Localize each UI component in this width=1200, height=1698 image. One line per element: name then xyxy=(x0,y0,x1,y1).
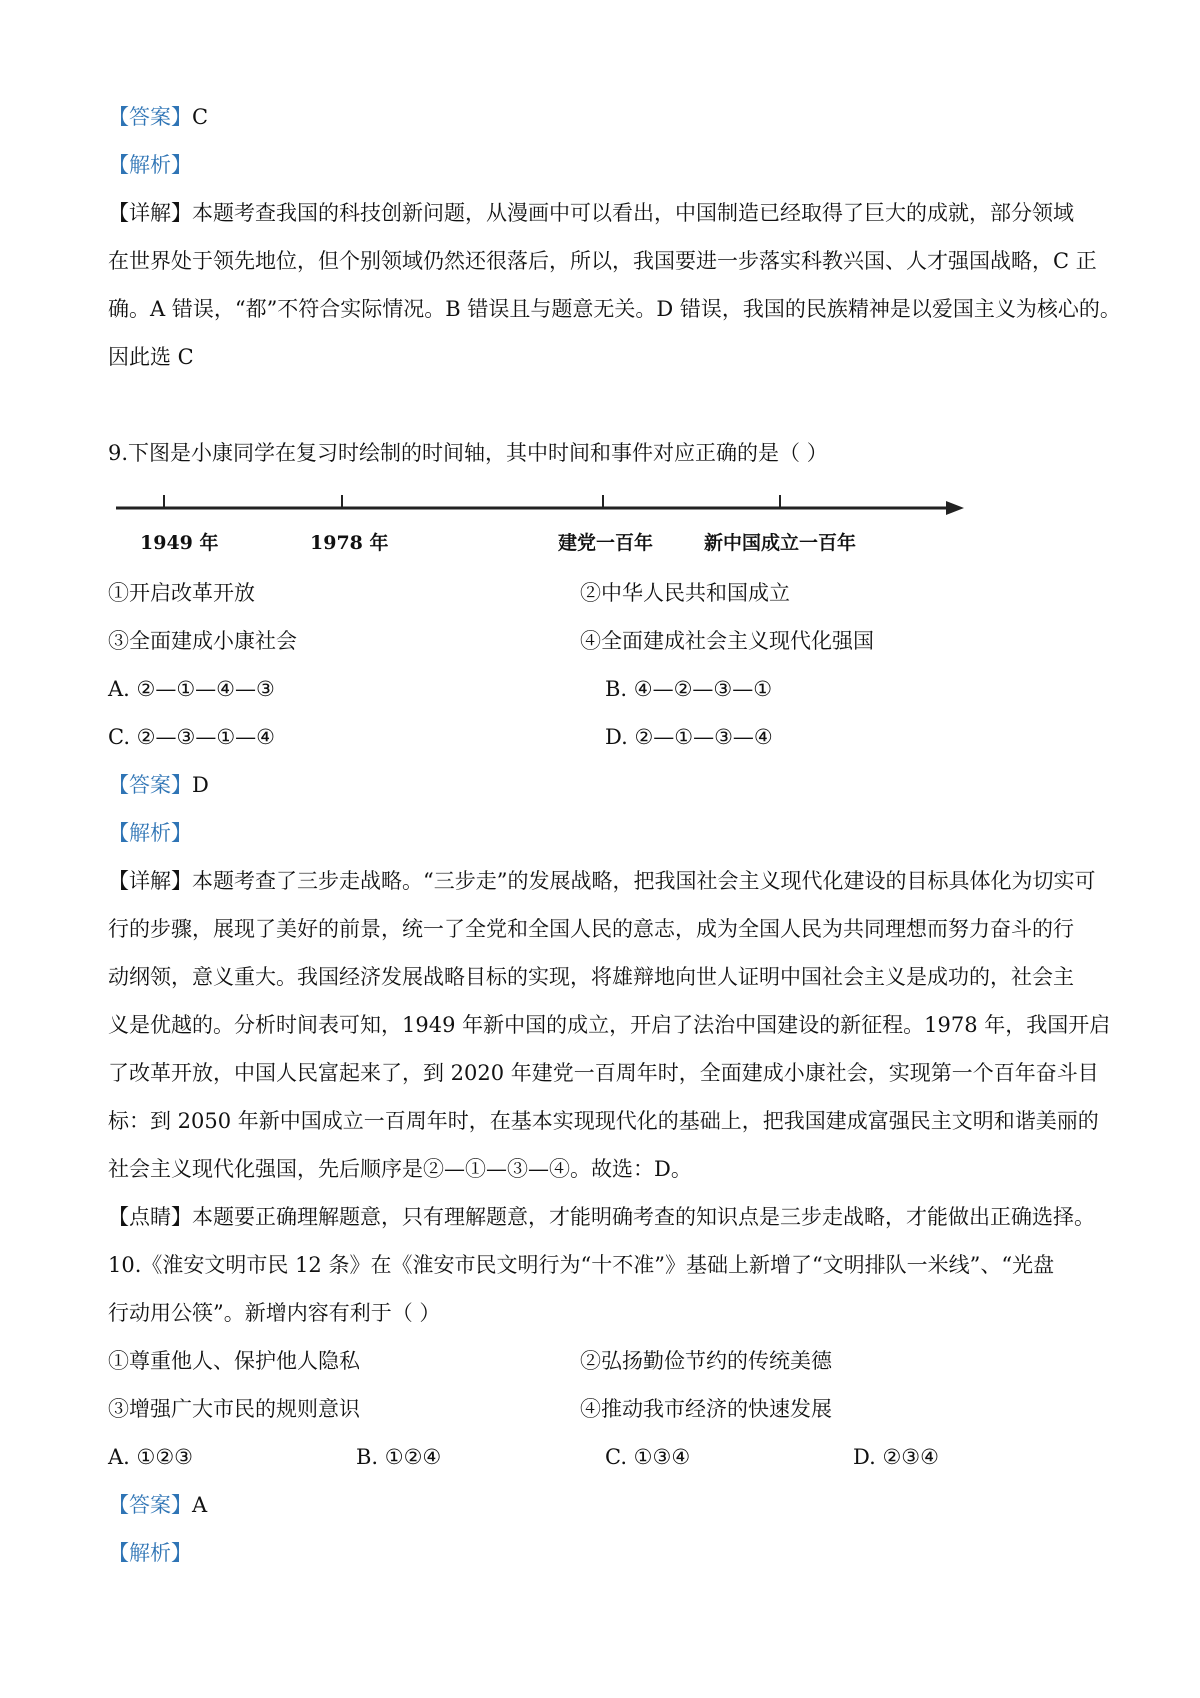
q9-stem: 9.下图是小康同学在复习时绘制的时间轴，其中时间和事件对应正确的是（ ） xyxy=(108,441,828,465)
q10-item-4: ④推动我市经济的快速发展 xyxy=(580,1397,832,1421)
analysis-tag: 【解析】 xyxy=(108,153,192,177)
q8-detail-line: 【详解】本题考查我国的科技创新问题，从漫画中可以看出，中国制造已经取得了巨大的成就，部分领域 xyxy=(108,201,1074,225)
q9-item-3: ③全面建成小康社会 xyxy=(108,629,297,653)
q10-stem-line: 10.《淮安文明市民 12 条》在《淮安市民文明行为“十不准”》基础上新增了“文明排队一米线”、“光盘 xyxy=(108,1253,1055,1277)
answer-tag: 【答案】 xyxy=(108,773,192,797)
q9-detail-line: 义是优越的。分析时间表可知，1949 年新中国的成立，开启了法治中国建设的新征程。1978 年，我国开启 xyxy=(108,1013,1111,1037)
timeline-arrow xyxy=(946,501,964,515)
q10-option-d: D. ②③④ xyxy=(853,1445,939,1469)
q9-item-1: ①开启改革开放 xyxy=(108,581,255,605)
q9-comment: 【点睛】本题要正确理解题意，只有理解题意，才能明确考查的知识点是三步走战略，才能做出正确选择。 xyxy=(108,1205,1095,1229)
q10-item-1: ①尊重他人、保护他人隐私 xyxy=(108,1349,360,1373)
q9-detail-line: 行的步骤，展现了美好的前景，统一了全党和全国人民的意志，成为全国人民为共同理想而努力奋斗的行 xyxy=(108,917,1074,941)
q9-option-c: C. ②—③—①—④ xyxy=(108,725,275,749)
timeline-label-prc-centenary: 新中国成立一百年 xyxy=(704,532,857,554)
timeline-axis xyxy=(108,492,968,532)
q9-answer-line xyxy=(108,770,1098,800)
q9-item-2: ②中华人民共和国成立 xyxy=(580,581,790,605)
analysis-tag: 【解析】 xyxy=(108,821,192,845)
q9-option-b: B. ④—②—③—① xyxy=(605,677,773,701)
q10-item-3: ③增强广大市民的规则意识 xyxy=(108,1397,360,1421)
analysis-tag: 【解析】 xyxy=(108,1541,192,1565)
answer-value: A xyxy=(192,1493,208,1517)
q9-detail-line: 标：到 2050 年新中国成立一百周年时，在基本实现现代化的基础上，把我国建成富强民主文明和谐美丽的 xyxy=(108,1109,1099,1133)
timeline-figure xyxy=(108,492,968,562)
q8-detail-line: 确。A 错误，“都”不符合实际情况。B 错误且与题意无关。D 错误，我国的民族精神是以爱国主义为核心的。 xyxy=(108,297,1121,321)
q10-item-2: ②弘扬勤俭节约的传统美德 xyxy=(580,1349,832,1373)
q10-answer-line xyxy=(108,1490,1098,1520)
q9-item-4: ④全面建成社会主义现代化强国 xyxy=(580,629,874,653)
q8-answer-line xyxy=(108,102,1098,132)
answer-value: C xyxy=(192,105,209,129)
timeline-label-party-centenary: 建党一百年 xyxy=(558,532,654,554)
q9-option-a: A. ②—①—④—③ xyxy=(108,677,275,701)
timeline-label-1978: 1978 年 xyxy=(310,532,389,554)
q9-option-d: D. ②—①—③—④ xyxy=(605,725,773,749)
answer-tag: 【答案】 xyxy=(108,1493,192,1517)
answer-tag: 【答案】 xyxy=(108,105,192,129)
q9-detail-line: 【详解】本题考查了三步走战略。“三步走”的发展战略，把我国社会主义现代化建设的目标具体化为切实可 xyxy=(108,869,1096,893)
q9-detail-line: 社会主义现代化强国，先后顺序是②—①—③—④。故选：D。 xyxy=(108,1157,692,1181)
q9-detail-line: 了改革开放，中国人民富起来了，到 2020 年建党一百周年时，全面建成小康社会，实现第一个百年奋斗目 xyxy=(108,1061,1099,1085)
q9-detail-line: 动纲领，意义重大。我国经济发展战略目标的实现，将雄辩地向世人证明中国社会主义是成功的，社会主 xyxy=(108,965,1074,989)
timeline-label-1949: 1949 年 xyxy=(140,532,219,554)
q8-detail-line: 在世界处于领先地位，但个别领域仍然还很落后，所以，我国要进一步落实科教兴国、人才强国战略，C 正 xyxy=(108,249,1097,273)
q10-option-b: B. ①②④ xyxy=(356,1445,442,1469)
q8-detail-line: 因此选 C xyxy=(108,345,194,369)
answer-value: D xyxy=(192,773,209,797)
q10-option-a: A. ①②③ xyxy=(108,1445,193,1469)
q10-stem-line: 行动用公筷”。新增内容有利于（ ） xyxy=(108,1301,441,1325)
q10-option-c: C. ①③④ xyxy=(605,1445,691,1469)
